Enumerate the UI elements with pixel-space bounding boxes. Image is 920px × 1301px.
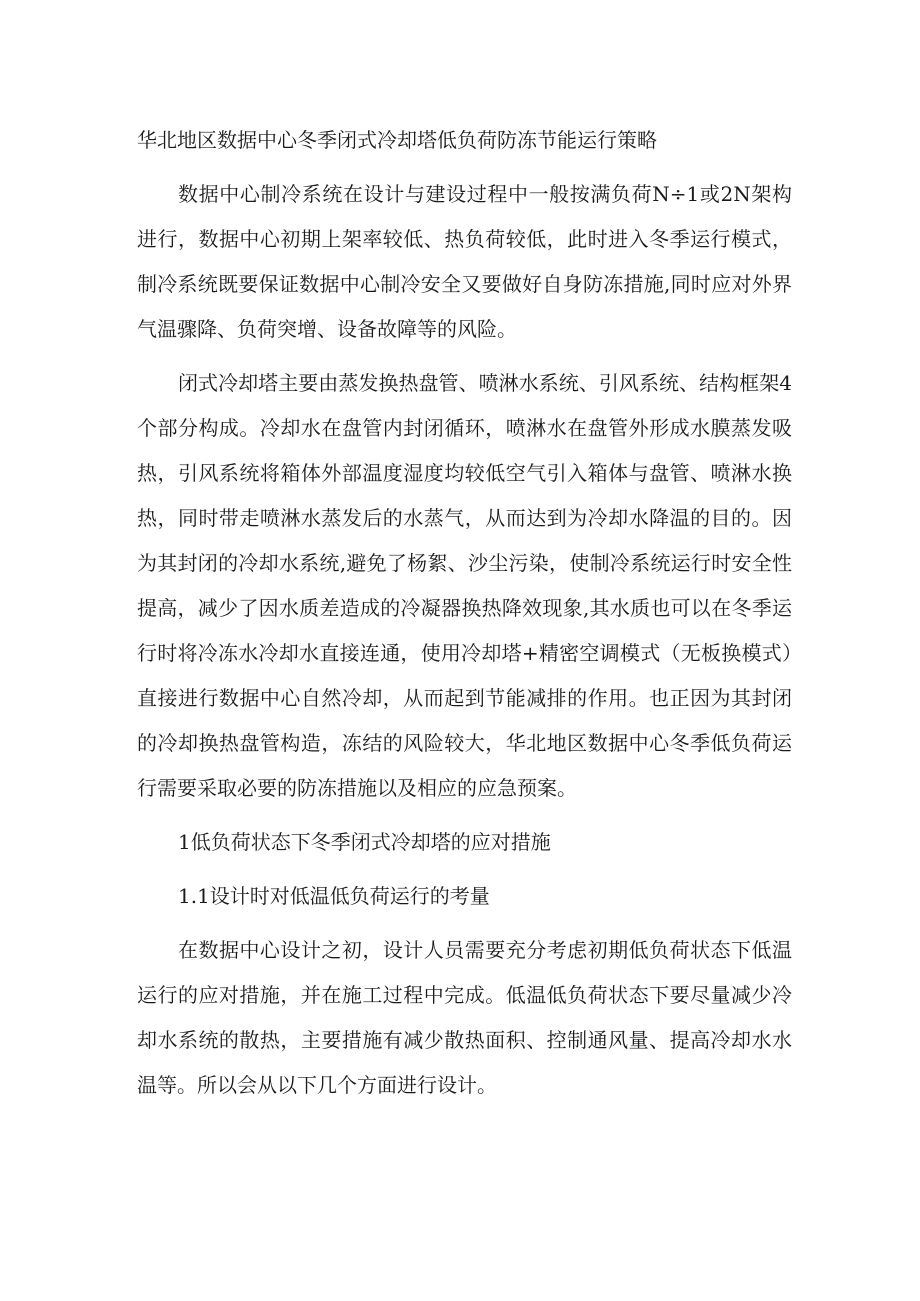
paragraph-design-considerations: 在数据中心设计之初，设计人员需要充分考虑初期低负荷状态下低温运行的应对措施，并在施工过程中完成。低温低负荷状态下要尽量减少冷却水系统的散热，主要措施有减少散热面积、控制通风量、提高冷却水水温等。所以会从以下几个方面进行设计。 <box>137 938 792 1097</box>
section-heading-1: 1低负荷状态下冬季闭式冷却塔的应对措施 <box>178 830 551 854</box>
paragraph-closed-cooling-tower: 闭式冷却塔主要由蒸发换热盘管、喷淋水系统、引风系统、结构框架4个部分构成。冷却水在盘管内封闭循环，喷淋水在盘管外形成水膜蒸发吸热，引风系统将箱体外部温度湿度均较低空气引入箱体与盘管、喷淋水换热，同时带走喷淋水蒸发后的水蒸气，从而达到为冷却水降温的目的。因为其封闭的冷却水系统,避免了杨絮、沙尘污染，使制冷系统运行时安全性提高，减少了因水质差造成的冷凝器换热降效现象,其水质也可以在冬季运行时将冷冻水冷却水直接连通，使用冷却塔+精密空调模式（无板换模式）直接进行数据中心自然冷却，从而起到节能减排的作用。也正因为其封闭的冷却换热盘管构造，冻结的风险较大，华北地区数据中心冬季低负荷运行需要采取必要的防冻措施以及相应的应急预案。 <box>137 371 792 800</box>
paragraph-intro: 数据中心制冷系统在设计与建设过程中一般按满负荷N÷1或2N架构进行，数据中心初期上架率较低、热负荷较低，此时进入冬季运行模式，制冷系统既要保证数据中心制冷安全又要做好自身防冻措施,同时应对外界气温骤降、负荷突增、设备故障等的风险。 <box>137 182 792 341</box>
document-title: 华北地区数据中心冬季闭式冷却塔低负荷防冻节能运行策略 <box>137 128 657 152</box>
section-heading-1-1: 1.1设计时对低温低负荷运行的考量 <box>178 884 490 908</box>
document-body <box>137 118 792 1117</box>
